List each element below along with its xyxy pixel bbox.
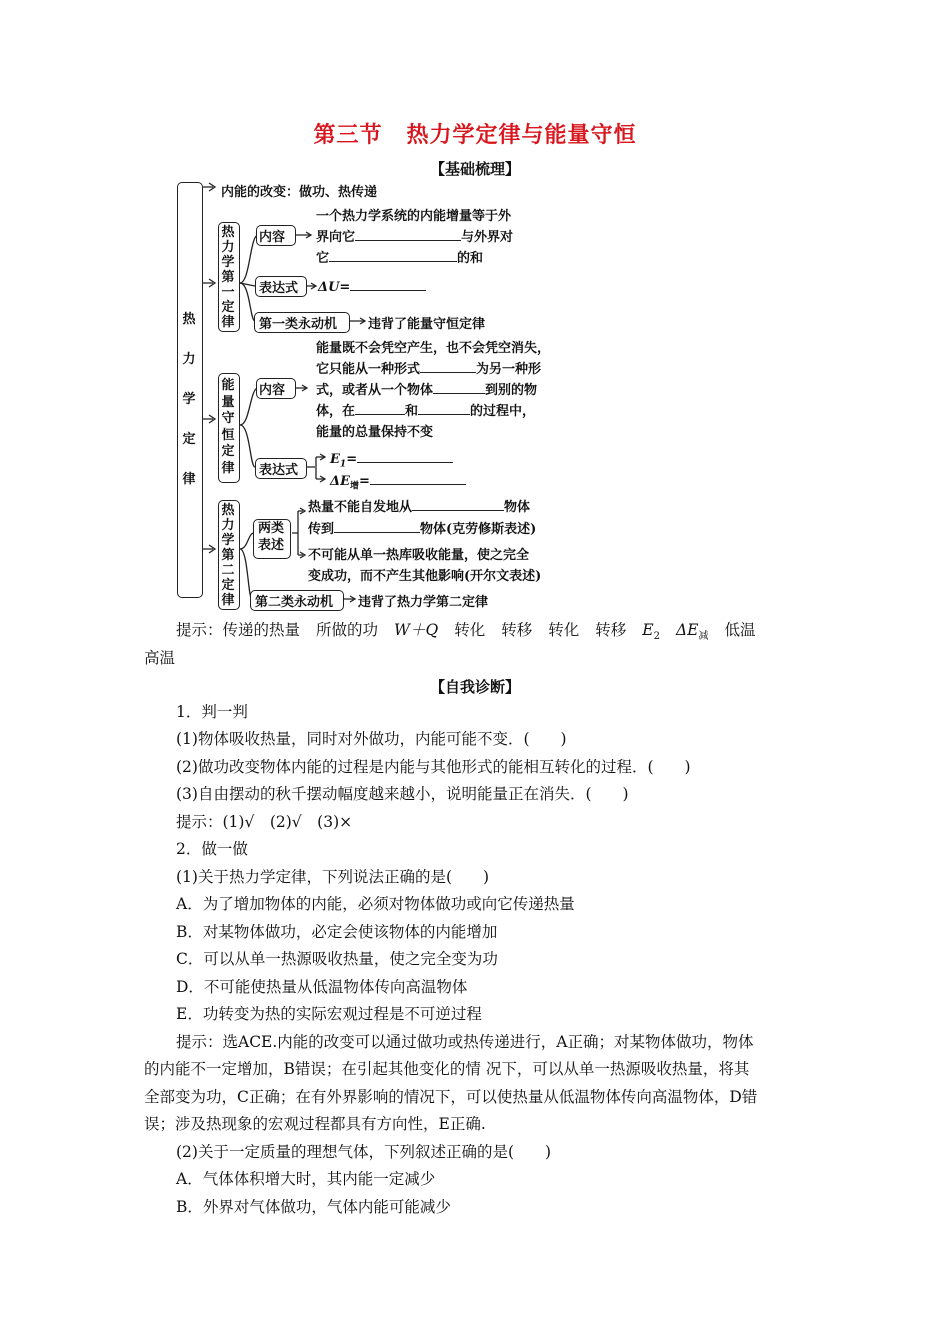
q1-item-3: (3)自由摆动的秋千摆动幅度越来越小，说明能量正在消失．( ) [176,785,629,803]
conservation-expression-label: 表达式 [259,463,299,478]
q2-sub1-hint-line4: 误；涉及热现象的宏观过程都具有方向性，E正确. [144,1115,486,1133]
title-text: 热力学定律与能量守恒 [406,122,637,148]
q2-sub1-option-e: E．功转变为热的实际宏观过程是不可逆过程 [176,1005,482,1023]
kelvin-statement-line2: 变成功，而不产生其他影响(开尔文表述) [308,569,542,584]
first-law-content-line2: 界向它 与外界对 [316,230,514,245]
kelvin-statement-line1: 不可能从单一热库吸收能量，使之完全 [308,548,530,563]
q1-item-2: (2)做功改变物体内能的过程是内能与其他形式的能相互转化的过程．( ) [176,758,691,776]
second-perpetual-motion-label: 第二类永动机 [255,595,334,610]
q2-sub1-hint-line2: 的内能不一定增加，B错误；在引起其他变化的情 况下，可以从单一热源吸收热量，将其 [144,1060,750,1078]
q1-hint: 提示：(1)√ (2)√ (3)× [176,813,353,831]
q2-heading: 2．做一做 [176,840,248,858]
clausius-statement-line2: 传到 物体(克劳修斯表述) [308,522,537,537]
first-perpetual-motion-note: 违背了能量守恒定律 [368,317,486,332]
conservation-law-label: 能量守恒定律 [221,378,235,476]
first-law-label: 热力学第一定律 [221,225,235,330]
first-law-expression: ΔU= [318,278,426,295]
title-section-number: 第三节 [313,122,383,148]
q2-sub2-option-a: A．气体体积增大时，其内能一定减少 [176,1170,436,1188]
conservation-content-line4: 体，在 和 的过程中， [316,404,536,419]
root-node-label: 热力学定律 [182,312,196,487]
q2-sub1-option-a: A．为了增加物体的内能，必须对物体做功或向它传递热量 [176,895,575,913]
q2-sub1-option-c: C．可以从单一热源吸收热量，使之完全变为功 [176,950,498,968]
conservation-expression-2: $\Delta E_增=$ [330,472,466,492]
q1-heading: 1．判一判 [176,703,248,721]
q2-sub1-hint-line3: 全部变为功，C正确；在有外界影响的情况下，可以使热量从低温物体传向高温物体，D错 [144,1088,758,1106]
internal-energy-change-text: 内能的改变：做功、热传递 [221,185,378,200]
hint-answers-basics: 提示：传递的热量 所做的功 W＋Q 转化 转移 转化 转移 $E_2$ $\Delta E_减$ 低温 [176,621,756,643]
conservation-content-line3: 式，或者从一个物体 到别的物 [316,383,538,398]
conservation-content-label: 内容 [259,383,286,398]
conservation-expression-1: $E_1=$ [330,450,453,470]
second-law-label: 热力学第二定律 [221,503,235,608]
clausius-statement-line1: 热量不能自发地从 物体 [308,500,531,515]
first-law-content-line3: 它 的和 [316,251,484,266]
q2-sub1-option-d: D．不可能使热量从低温物体传向高温物体 [176,978,468,996]
q2-sub1-hint-line1: 提示：选ACE.内能的改变可以通过做功或热传递进行，A正确；对某物体做功，物体 [176,1033,754,1051]
q2-sub2-option-b: B．外界对气体做功，气体内能可能减少 [176,1198,451,1216]
q2-sub1-option-b: B．对某物体做功，必定会使该物体的内能增加 [176,923,498,941]
section-heading-basics: 【基础梳理】 [429,160,520,178]
first-law-content-line1: 一个热力学系统的内能增量等于外 [316,209,512,224]
conservation-content-line1: 能量既不会凭空产生，也不会凭空消失， [316,341,551,356]
section-heading-self-check: 【自我诊断】 [429,678,520,696]
first-perpetual-motion-label: 第一类永动机 [259,317,338,332]
q1-item-1: (1)物体吸收热量，同时对外做功，内能可能不变．( ) [176,730,567,748]
conservation-content-line5: 能量的总量保持不变 [316,425,434,440]
q2-sub1-stem: (1)关于热力学定律，下列说法正确的是( ) [176,868,490,886]
q2-sub2-stem: (2)关于一定质量的理想气体，下列叙述正确的是( ) [176,1143,552,1161]
conservation-content-line2: 它只能从一种形式 为另一种形 [316,362,542,377]
hint-answers-basics-tail: 高温 [144,649,176,667]
second-perpetual-motion-note: 违背了热力学第二定律 [358,595,489,610]
two-statements-label: 两类表述 [257,521,284,553]
first-law-expression-label: 表达式 [259,281,299,296]
first-law-content-label: 内容 [259,230,286,245]
